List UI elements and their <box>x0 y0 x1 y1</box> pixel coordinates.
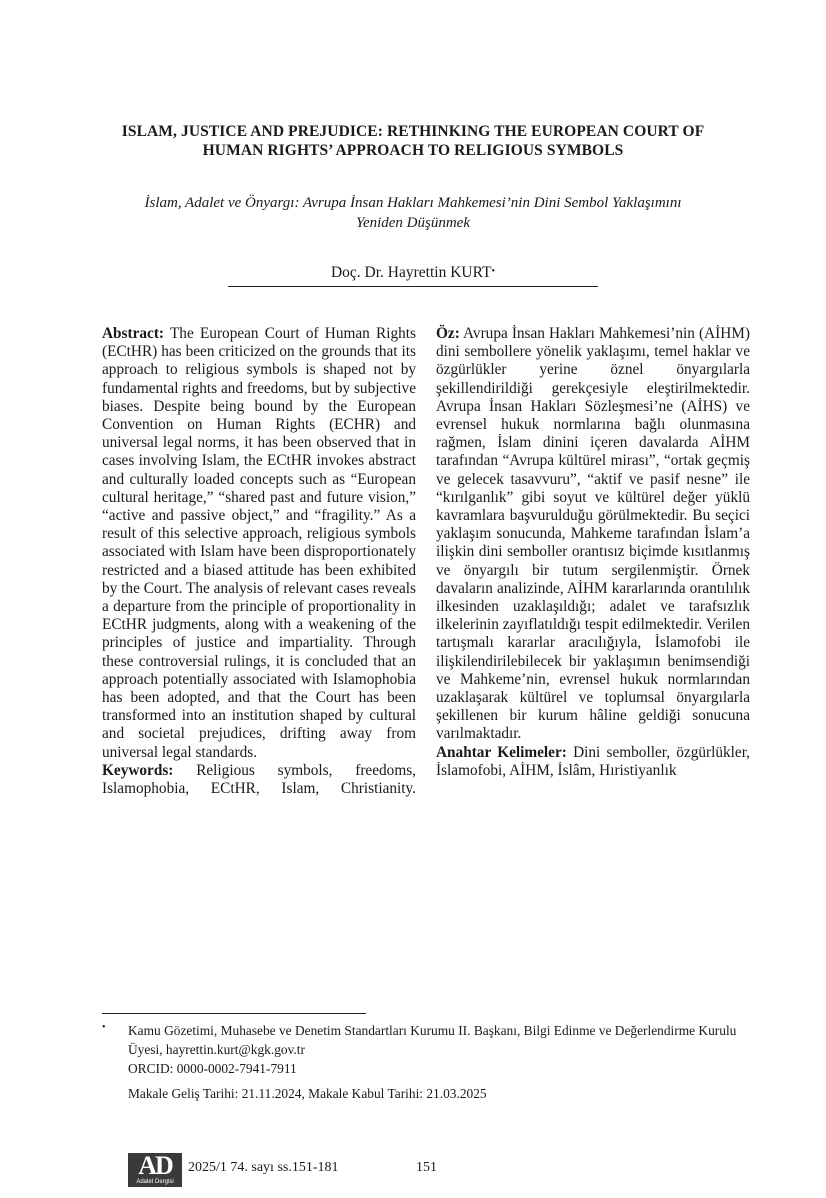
footnote-divider <box>102 1013 366 1014</box>
abstract-column <box>102 325 416 798</box>
anahtar-kelimeler-text: Dini semboller, özgürlükler, İslamofobi, AİHM, İslâm, Hıristiyanlık <box>436 743 750 779</box>
author-name: Doç. Dr. Hayrettin KURT <box>330 264 492 281</box>
page-number: 151 <box>416 1160 437 1175</box>
oz-text: Avrupa İnsan Hakları Mahkemesi’nin (AİHM) dini sembollere yönelik yaklaşımı, temel haklar ve özgürlükler yerine öznel önyargılarla şekillendirildiği gerekçesiyle eleştirilmektedir. Avrupa İnsan Hakları Sözleşmesi’ne (AİHS) ve evrensel hukuk normlarına bağlı olunmasına rağmen, İslam dinini içeren davalarda AİHM tarafından “Avrupa kültürel mirası”, “ortak geçmiş ve gelecek tasavvuru”, “aktif ve pasif nesne” ile “kırılganlık” gibi soyut ve kültürel değer yüklü kavramlara başvurulduğu görülmektedir. Bu seçici yaklaşım sonucunda, Mahkeme tarafından İslam’a ilişkin dini semboller orantısız biçimde kısıtlanmış ve önyargılı bir tutum sergilenmiştir. Örnek davaların analizinde, AİHM kararlarında orantılılık ilkesinden uzaklaşıldığı; adalet ve tarafsızlık ilkelerinin zayıflatıldığı tespit edilmektedir. Verilen tartışmalı kararlar aracılığıyla, İslamofobi ile ilişkilendirilebilecek bir yaklaşımın benimsendiği ve Mahkeme’nin, evrensel hukuk normlarından uzaklaşarak kültürel ve toplumsal önyargılarla şekillenen bir kurum hâline geldiği sonucuna varılmaktadır. <box>436 325 750 743</box>
abstract-paragraph <box>102 325 416 762</box>
footnote-mark: • <box>102 1022 106 1033</box>
footnote-affiliation <box>102 1021 750 1061</box>
page-footer <box>128 1153 528 1187</box>
journal-logo-caption: Adalet Dergisi <box>136 1179 174 1185</box>
author-footnote-mark: • <box>491 266 495 277</box>
author-line <box>228 262 598 287</box>
journal-logo-letters: AD <box>138 1151 172 1180</box>
journal-logo <box>128 1153 182 1187</box>
oz-paragraph <box>436 325 750 744</box>
footnote-dates-text: Makale Geliş Tarihi: 21.11.2024, Makale Kabul Tarihi: 21.03.2025 <box>128 1086 487 1101</box>
paper-subtitle: İslam, Adalet ve Önyargı: Avrupa İnsan Hakları Mahkemesi’nin Dini Sembol Yaklaşımını Yeniden Düşünmek <box>144 195 682 231</box>
keywords-paragraph <box>102 762 416 798</box>
oz-column <box>436 325 750 780</box>
abstract-text: The European Court of Human Rights (ECtHR) has been criticized on the grounds that its approach to religious symbols is shaped not by fundamental rights and freedoms, but by subjective biases. Despite being bound by the European Convention on Human Rights (ECHR) and universal legal norms, it has been observed that in cases involving Islam, the ECtHR invokes abstract and culturally loaded concepts such as “European cultural heritage,” “shared past and future vision,” “active and passive object,” and “fragility.” As a result of this selective approach, religious symbols associated with Islam have been disproportionately restricted and a biased attitude has been exhibited by the Court. The analysis of relevant cases reveals a departure from the principle of proportionality in ECtHR judgments, along with a weakening of the principles of justice and impartiality. Through these controversial rulings, it is concluded that an approach potentially associated with Islamophobia has been adopted, and that the Court has been transformed into an institution shaped by cultural and societal prejudices, drifting away from universal legal standards. <box>102 325 416 761</box>
footnote-affiliation-text: Kamu Gözetimi, Muhasebe ve Denetim Standartları Kurumu II. Başkanı, Bilgi Edinme ve Değerlendirme Kurulu Üyesi, hayrettin.kurt@kgk.gov.tr <box>128 1023 737 1057</box>
footnote-orcid-text: ORCID: 0000-0002-7941-7911 <box>128 1061 297 1076</box>
paper-title: ISLAM, JUSTICE AND PREJUDICE: RETHINKING THE EUROPEAN COURT OF HUMAN RIGHTS’ APPROACH TO RELIGIOUS SYMBOLS <box>121 123 705 159</box>
abstract-label: Abstract: <box>102 325 165 342</box>
oz-label: Öz: <box>436 325 460 342</box>
anahtar-kelimeler-label: Anahtar Kelimeler: <box>436 743 567 761</box>
issue-info: 2025/1 74. sayı ss.151-181 <box>188 1160 339 1175</box>
anahtar-kelimeler-paragraph <box>436 744 750 780</box>
keywords-text: Religious symbols, freedoms, Islamophobia, ECtHR, Islam, Christianity. <box>102 761 416 798</box>
keywords-label: Keywords: <box>102 761 174 779</box>
